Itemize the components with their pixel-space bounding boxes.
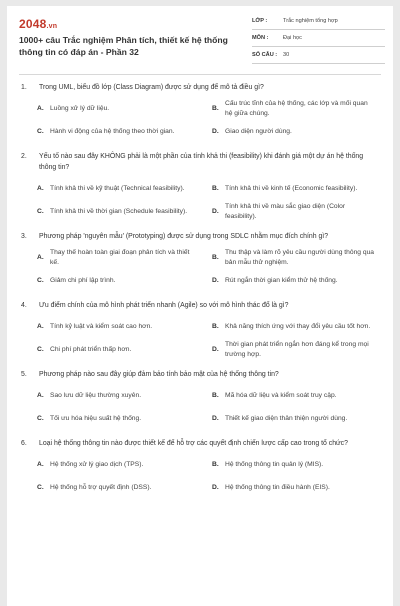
options xyxy=(7,384,393,430)
option-text: Tính khả thi về kỹ thuật (Technical feasibility). xyxy=(50,184,185,192)
option-letter: A. xyxy=(37,104,44,112)
meta-label: SỐ CÂU : xyxy=(252,52,278,58)
option-letter: C. xyxy=(37,207,44,215)
option-letter: A. xyxy=(37,184,44,192)
option-letter: C. xyxy=(37,127,44,135)
question-stem xyxy=(7,438,393,449)
question-number: 5. xyxy=(21,371,27,378)
option-letter: D. xyxy=(212,207,219,215)
option-letter: A. xyxy=(37,322,44,330)
option-letter: A. xyxy=(37,391,44,399)
meta-label: MÔN : xyxy=(252,35,269,41)
question-stem xyxy=(7,82,393,93)
options xyxy=(7,246,393,292)
site-logo[interactable] xyxy=(19,17,57,31)
option-text: Cấu trúc tĩnh của hệ thống, các lớp và mối quan hệ giữa chúng. xyxy=(225,99,368,117)
question-text: Ưu điểm chính của mô hình phát triển nhanh (Agile) so với mô hình thác đổ là gì? xyxy=(39,302,289,309)
option-text: Luồng xử lý dữ liệu. xyxy=(50,104,110,112)
meta-row-class xyxy=(252,13,385,30)
option-letter: A. xyxy=(37,460,44,468)
option-letter: D. xyxy=(212,414,219,422)
option-text: Rút ngắn thời gian kiểm thử hệ thống. xyxy=(225,276,338,284)
option-c[interactable] xyxy=(37,120,212,143)
option-text: Thời gian phát triển ngắn hơn đáng kể trong mọi trường hợp. xyxy=(225,340,369,358)
document-title: 1000+ câu Trắc nghiệm Phân tích, thiết kế hệ thống thông tin có đáp án - Phần 32 xyxy=(19,35,228,57)
option-a[interactable] xyxy=(37,315,212,338)
document-page xyxy=(7,6,393,606)
option-text: Hệ thống hỗ trợ quyết định (DSS). xyxy=(50,483,152,491)
options xyxy=(7,97,393,143)
option-text: Giảm chi phí lập trình. xyxy=(50,276,116,284)
option-text: Sao lưu dữ liệu thường xuyên. xyxy=(50,391,142,399)
option-letter: D. xyxy=(212,276,219,284)
question-list xyxy=(7,82,393,507)
option-b[interactable] xyxy=(212,97,387,120)
question xyxy=(7,300,393,361)
logo-main: 2048 xyxy=(19,17,47,31)
question xyxy=(7,369,393,430)
question-stem xyxy=(7,151,393,173)
logo-suffix: .vn xyxy=(46,23,58,30)
option-letter: D. xyxy=(212,127,219,135)
option-text: Tính khả thi về thời gian (Schedule feasibility). xyxy=(50,207,188,215)
option-a[interactable] xyxy=(37,97,212,120)
option-text: Tính khả thi về kinh tế (Economic feasibility). xyxy=(225,184,358,192)
option-text: Tính khả thi về màu sắc giao diện (Color feasibility). xyxy=(225,202,346,220)
option-text: Tính kỷ luật và kiểm soát cao hơn. xyxy=(50,322,153,330)
options xyxy=(7,453,393,499)
option-c[interactable] xyxy=(37,476,212,499)
option-letter: C. xyxy=(37,483,44,491)
option-letter: D. xyxy=(212,345,219,353)
option-text: Giao diện người dùng. xyxy=(225,127,292,135)
question-stem xyxy=(7,231,393,242)
option-letter: B. xyxy=(212,104,219,112)
meta-table xyxy=(252,13,385,64)
option-letter: C. xyxy=(37,414,44,422)
option-text: Thu thập và làm rõ yêu cầu người dùng thông qua bản mẫu thử nghiệm. xyxy=(225,248,375,266)
option-letter: B. xyxy=(212,391,219,399)
option-letter: B. xyxy=(212,253,219,261)
options xyxy=(7,177,393,223)
option-text: Hệ thống xử lý giao dịch (TPS). xyxy=(50,460,144,468)
option-b[interactable] xyxy=(212,315,387,338)
option-text: Khả năng thích ứng với thay đổi yêu cầu tốt hơn. xyxy=(225,322,371,330)
option-a[interactable] xyxy=(37,384,212,407)
option-text: Thay thế hoàn toàn giai đoạn phân tích và thiết kế. xyxy=(50,248,190,266)
question-text: Phương pháp 'nguyên mẫu' (Prototyping) được sử dụng trong SDLC nhằm mục đích chính gì? xyxy=(39,233,329,240)
option-d[interactable] xyxy=(212,476,387,499)
option-c[interactable] xyxy=(37,407,212,430)
meta-value: Trắc nghiệm tổng hợp xyxy=(283,18,338,24)
meta-label: LỚP : xyxy=(252,18,268,24)
option-letter: B. xyxy=(212,460,219,468)
option-letter: B. xyxy=(212,322,219,330)
question xyxy=(7,151,393,223)
document-header xyxy=(7,6,393,70)
question xyxy=(7,82,393,143)
question-stem xyxy=(7,369,393,380)
option-b[interactable] xyxy=(212,453,387,476)
option-text: Hệ thống thông tin điều hành (EIS). xyxy=(225,483,330,491)
meta-value: 30 xyxy=(283,52,290,58)
meta-value: Đại học xyxy=(283,35,302,41)
header-divider xyxy=(19,74,381,75)
option-a[interactable] xyxy=(37,453,212,476)
option-letter: C. xyxy=(37,345,44,353)
question-number: 4. xyxy=(21,302,27,309)
meta-row-count xyxy=(252,47,385,64)
option-a[interactable] xyxy=(37,246,212,269)
question-text: Trong UML, biểu đồ lớp (Class Diagram) được sử dụng để mô tả điều gì? xyxy=(39,84,264,91)
option-d[interactable] xyxy=(212,269,387,292)
option-d[interactable] xyxy=(212,200,387,223)
option-d[interactable] xyxy=(212,120,387,143)
question-text: Loại hệ thống thông tin nào được thiết kế để hỗ trợ các quyết định chiến lược cấp cao trong tổ chức? xyxy=(39,440,348,447)
question-text: Yếu tố nào sau đây KHÔNG phải là một phần của tính khả thi (feasibility) khi đánh giá một dự án hệ thống thông tin? xyxy=(39,153,364,171)
option-text: Chi phí phát triển thấp hơn. xyxy=(50,345,132,353)
option-d[interactable] xyxy=(212,338,387,361)
option-letter: C. xyxy=(37,276,44,284)
options xyxy=(7,315,393,361)
option-letter: A. xyxy=(37,253,44,261)
option-text: Hành vi động của hệ thống theo thời gian. xyxy=(50,127,175,135)
question-number: 3. xyxy=(21,233,27,240)
option-d[interactable] xyxy=(212,407,387,430)
meta-row-subject xyxy=(252,30,385,47)
option-c[interactable] xyxy=(37,338,212,361)
option-letter: D. xyxy=(212,483,219,491)
question-text: Phương pháp nào sau đây giúp đảm bảo tính bảo mật của hệ thống thông tin? xyxy=(39,371,279,378)
question-number: 1. xyxy=(21,84,27,91)
option-b[interactable] xyxy=(212,177,387,200)
option-text: Hệ thống thông tin quản lý (MIS). xyxy=(225,460,324,468)
option-text: Tối ưu hóa hiệu suất hệ thống. xyxy=(50,414,142,422)
question-number: 2. xyxy=(21,153,27,160)
question xyxy=(7,438,393,499)
option-c[interactable] xyxy=(37,200,212,223)
question-number: 6. xyxy=(21,440,27,447)
option-c[interactable] xyxy=(37,269,212,292)
option-b[interactable] xyxy=(212,384,387,407)
option-b[interactable] xyxy=(212,246,387,269)
question-stem xyxy=(7,300,393,311)
option-a[interactable] xyxy=(37,177,212,200)
option-text: Mã hóa dữ liệu và kiểm soát truy cập. xyxy=(225,391,337,399)
question xyxy=(7,231,393,292)
option-letter: B. xyxy=(212,184,219,192)
option-text: Thiết kế giao diện thân thiện người dùng. xyxy=(225,414,348,422)
